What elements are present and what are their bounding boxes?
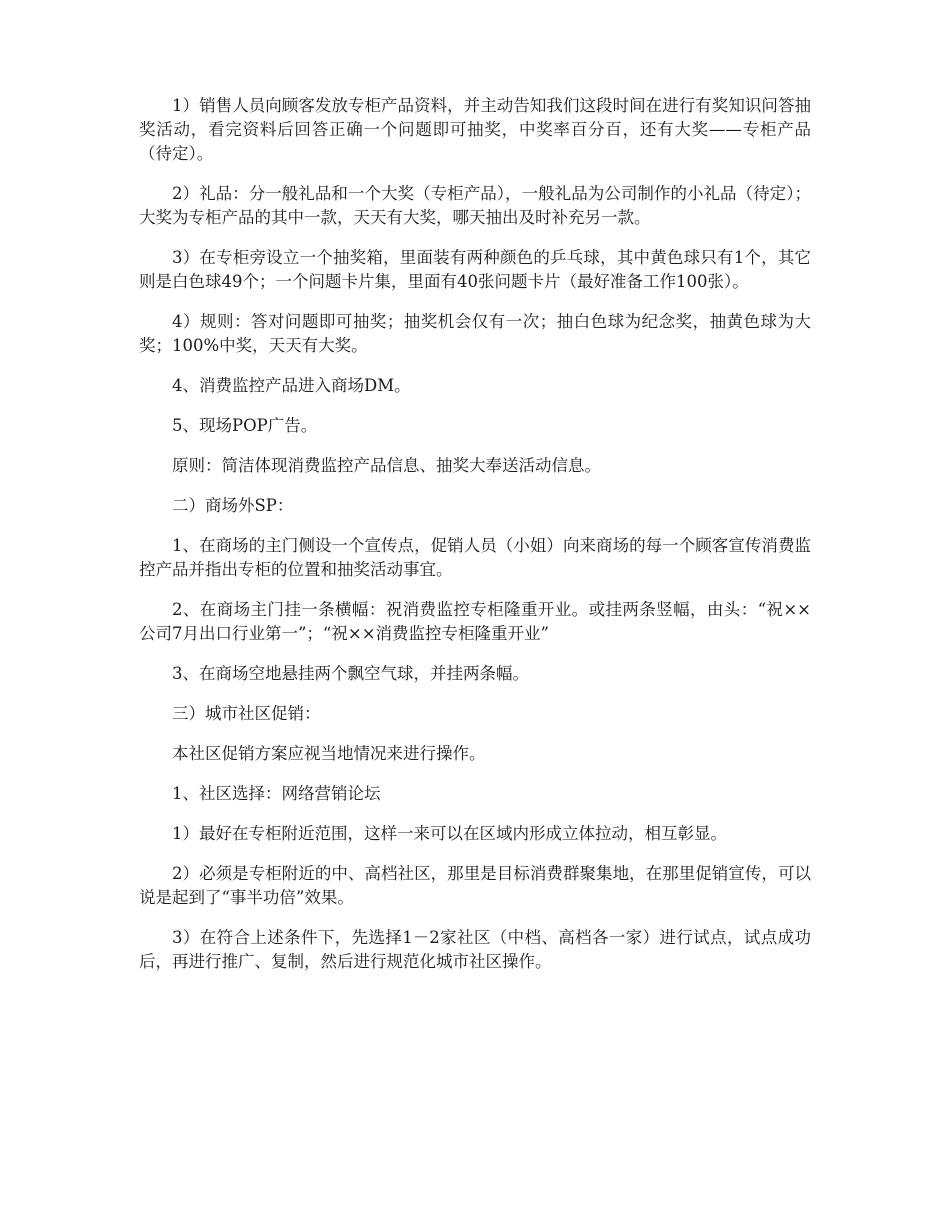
paragraph-banners: 2、在商场主门挂一条横幅：祝消费监控专柜隆重开业。或挂两条竖幅，由头：“祝××公司7月出口行业第一”；“祝××消费监控专柜隆重开业”	[139, 600, 811, 643]
section-heading-community-promo: 三）城市社区促销：	[172, 704, 321, 723]
paragraph-high-end-community: 2）必须是专柜附近的中、高档社区，那里是目标消费群聚集地，在那里促销宣传，可以说是起到了“事半功倍”效果。	[139, 864, 811, 907]
section-heading-outside-mall-sp: 二）商场外SP：	[172, 496, 294, 515]
paragraph-pilot-communities: 3）在符合上述条件下，先选择1－2家社区（中档、高档各一家）进行试点，试点成功后，再进行推广、复制，然后进行规范化城市社区操作。	[139, 928, 811, 971]
paragraph-community-selection: 1、社区选择：网络营销论坛	[172, 784, 381, 803]
paragraph-pop-ads: 5、现场POP广告。	[172, 416, 318, 435]
paragraph-community-plan-note: 本社区促销方案应视当地情况来进行操作。	[172, 744, 486, 763]
paragraph-mall-dm: 4、消费监控产品进入商场DM。	[172, 376, 411, 395]
document-page	[139, 94, 811, 990]
paragraph-prize-qa-activity: 1）销售人员向顾客发放专柜产品资料，并主动告知我们这段时间在进行有奖知识问答抽奖活动，看完资料后回答正确一个问题即可抽奖，中奖率百分百，还有大奖——专柜产品（待定）。	[139, 96, 811, 163]
paragraph-gifts: 2）礼品：分一般礼品和一个大奖（专柜产品），一般礼品为公司制作的小礼品（待定）；大奖为专柜产品的其中一款，天天有大奖，哪天抽出及时补充另一款。	[139, 184, 811, 227]
paragraph-rules: 4）规则：答对问题即可抽奖；抽奖机会仅有一次；抽白色球为纪念奖，抽黄色球为大奖；100%中奖，天天有大奖。	[139, 312, 811, 355]
paragraph-near-counter: 1）最好在专柜附近范围，这样一来可以在区域内形成立体拉动，相互彰显。	[172, 824, 727, 843]
paragraph-principle: 原则：简洁体现消费监控产品信息、抽奖大奉送活动信息。	[172, 456, 601, 475]
paragraph-balloons: 3、在商场空地悬挂两个飘空气球，并挂两条幅。	[172, 664, 529, 683]
paragraph-lottery-box: 3）在专柜旁设立一个抽奖箱，里面装有两种颜色的乒乓球，其中黄色球只有1个，其它则是白色球49个；一个问题卡片集，里面有40张问题卡片（最好准备工作100张）。	[139, 248, 811, 291]
paragraph-promo-point: 1、在商场的主门侧设一个宣传点，促销人员（小姐）向来商场的每一个顾客宣传消费监控产品并指出专柜的位置和抽奖活动事宜。	[139, 536, 811, 579]
